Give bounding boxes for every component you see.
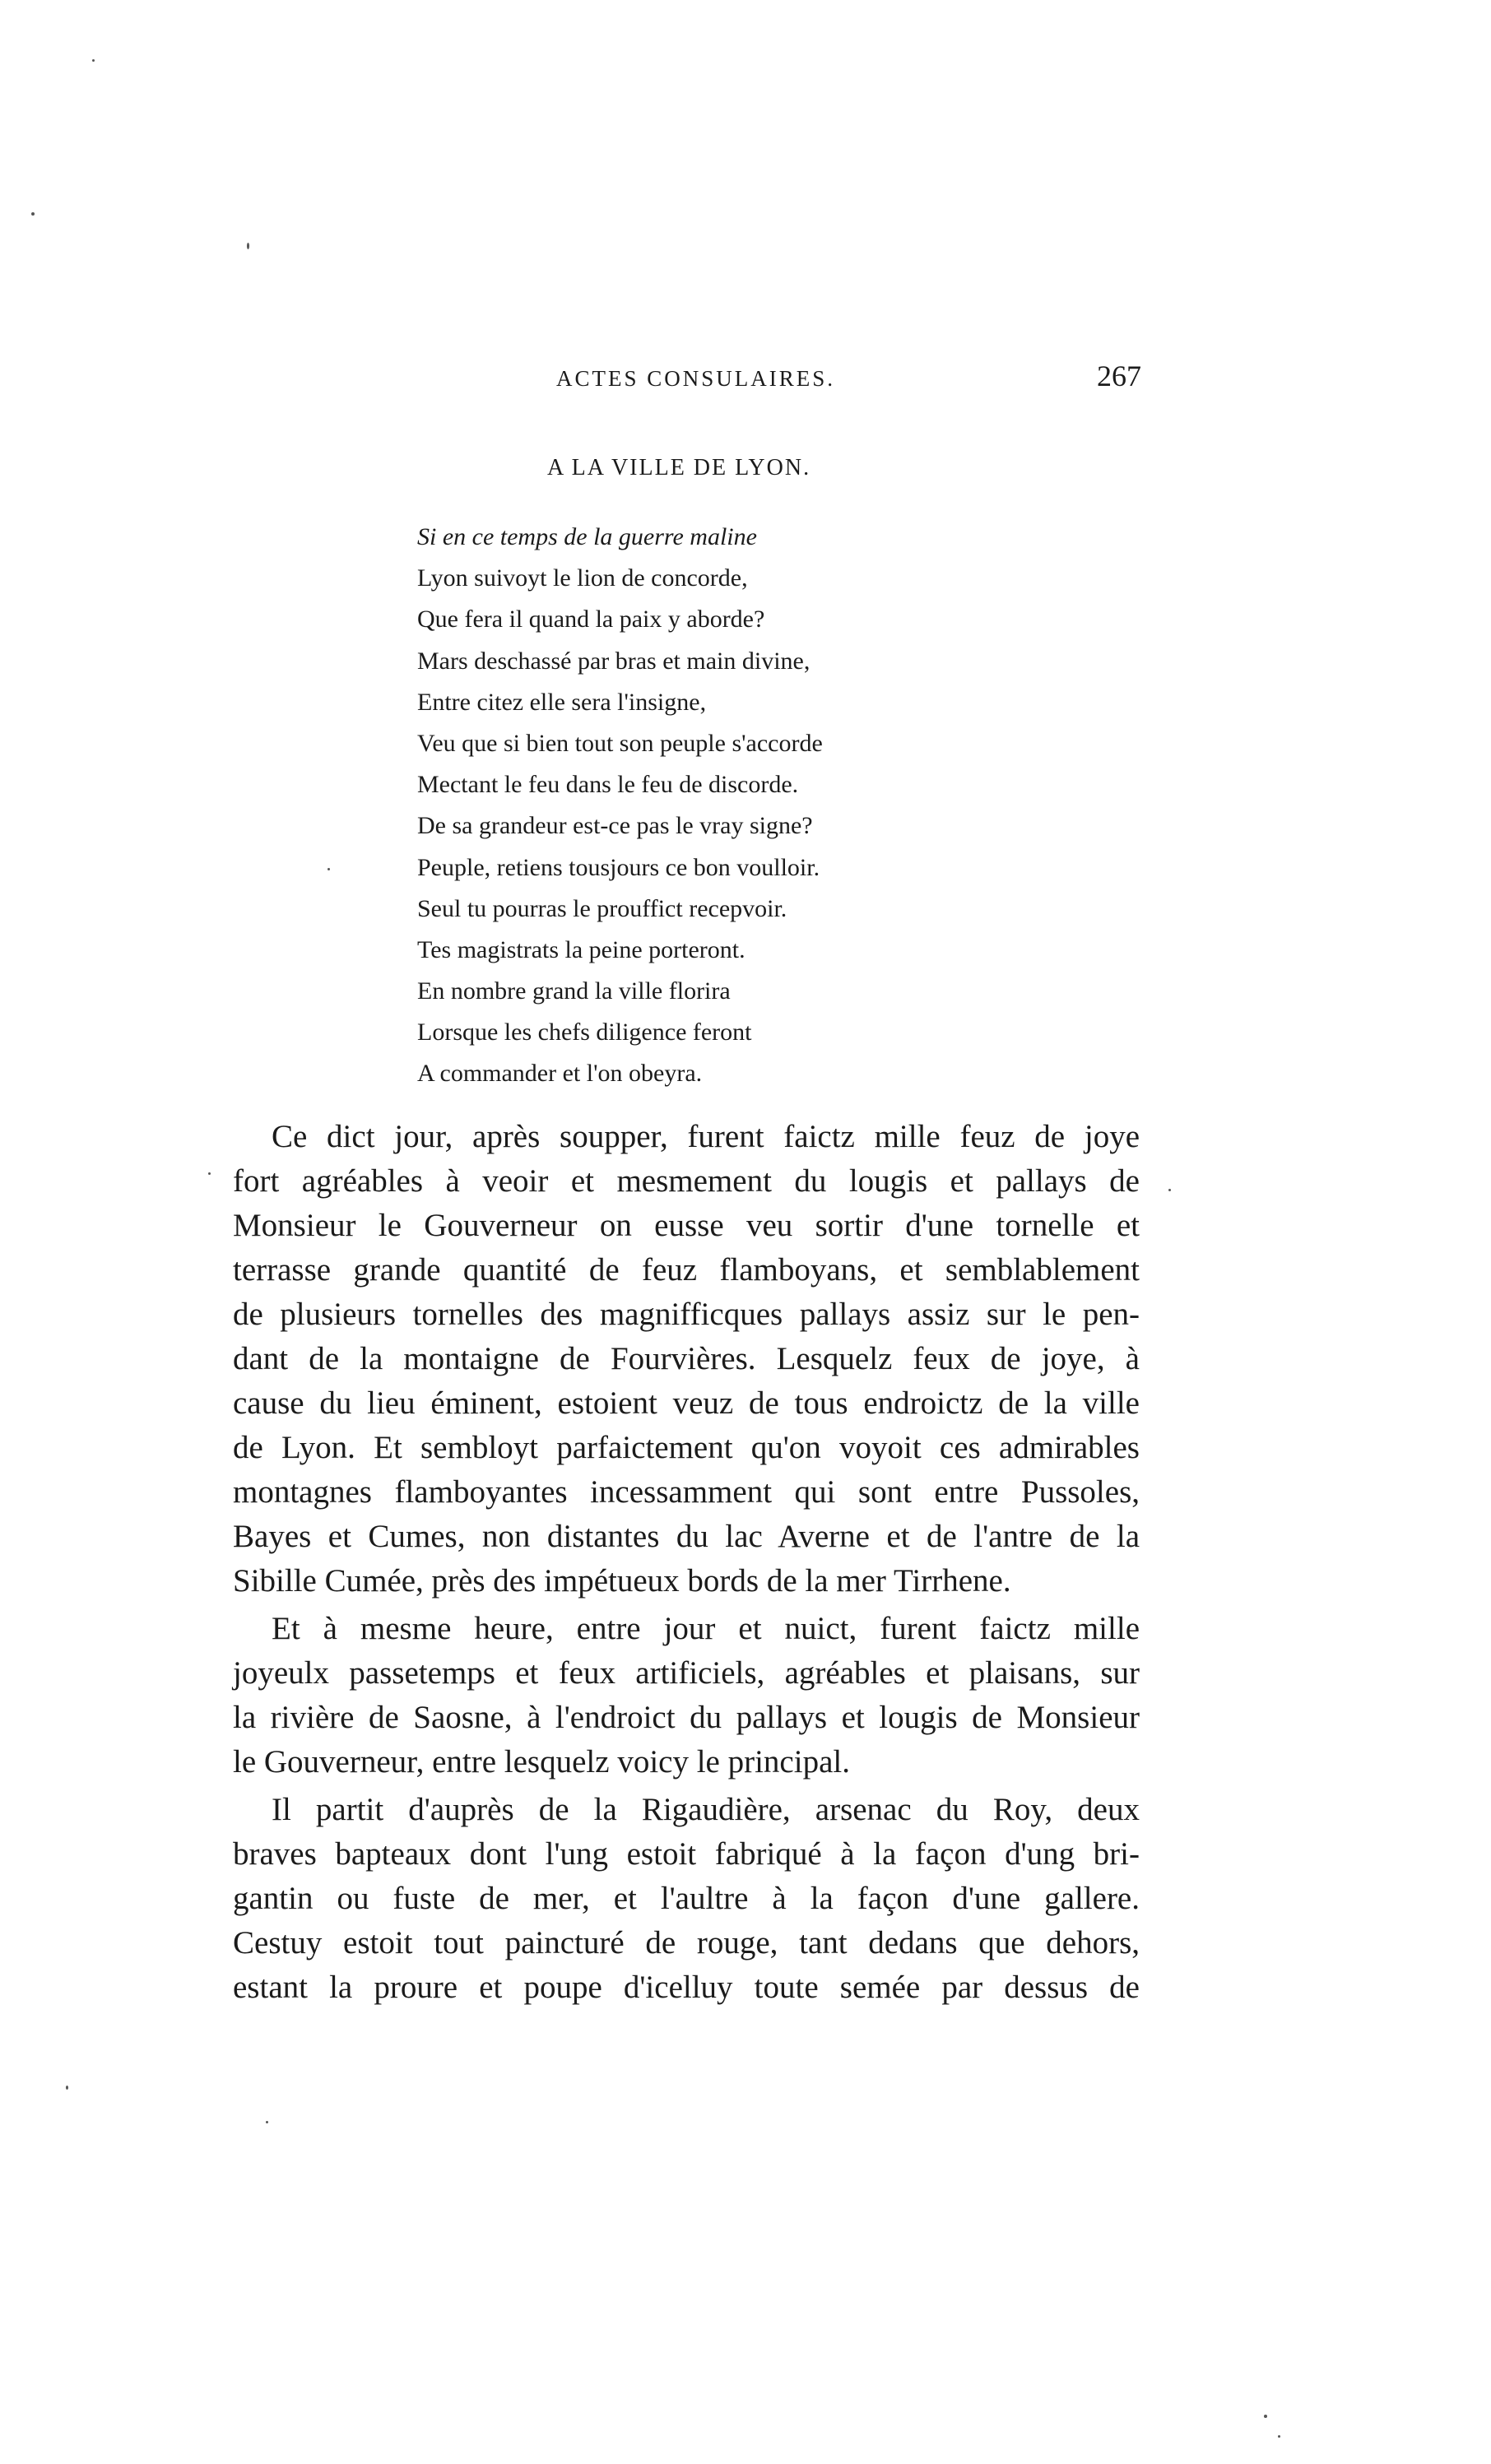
scan-speck [266,2121,268,2123]
prose-line: fort agréables à veoir et mesmement du lougis et pallays de [233,1163,1140,1199]
poem-line: Lyon suivoyt le lion de concorde, [417,564,748,592]
prose-line: de plusieurs tornelles des magnifficques pallays assiz sur le pen- [233,1297,1140,1332]
poem-line: Peuple, retiens tousjours ce bon voulloir. [417,853,820,881]
poem-line: Que fera il quand la paix y aborde? [417,606,765,633]
poem-line: De sa grandeur est-ce pas le vray signe? [417,812,813,840]
poem-line: Mars deschassé par bras et main divine, [417,647,811,675]
poem-line: Si en ce temps de la guerre maline [417,523,757,550]
prose-line: terrasse grande quantité de feuz flamboyans, et semblablement [233,1252,1140,1288]
poem-line: Seul tu pourras le prouffict recepvoir. [417,894,787,922]
poem-title: A LA VILLE DE LYON. [547,455,811,480]
poem-line: En nombre grand la ville florira [417,977,731,1005]
prose-line: joyeulx passetemps et feux artificiels, agréables et plaisans, sur [233,1655,1140,1691]
prose-line: Ce dict jour, après soupper, furent faictz mille feuz de joye [272,1119,1140,1154]
prose-line: estant la proure et poupe d'icelluy toute semée par dessus de [233,1970,1140,2005]
prose-line: gantin ou fuste de mer, et l'aultre à la façon d'une gallere. [233,1881,1140,1916]
prose-line: montagnes flamboyantes incessamment qui sont entre Pussoles, [233,1474,1140,1510]
scan-speck [327,868,330,870]
scan-speck [247,243,249,249]
prose-line: la rivière de Saosne, à l'endroict du pallays et lougis de Monsieur [233,1700,1140,1735]
poem-line: Tes magistrats la peine porteront. [417,935,746,963]
paragraph-2 [233,1607,1140,1784]
scan-speck [208,1172,211,1175]
prose-line: le Gouverneur, entre lesquelz voicy le principal. [233,1744,850,1780]
poem [417,517,1043,1095]
page-number: 267 [1097,360,1141,392]
scan-speck [1278,2435,1280,2438]
prose-line: dant de la montaigne de Fourvières. Lesquelz feux de joye, à [233,1341,1140,1376]
prose-line: Il partit d'auprès de la Rigaudière, arsenac du Roy, deux [272,1792,1140,1827]
poem-line: Mectant le feu dans le feu de discorde. [417,771,799,799]
prose-line: Cestuy estoit tout paincturé de rouge, tant dedans que dehors, [233,1925,1140,1961]
poem-line: A commander et l'on obeyra. [417,1060,703,1088]
prose-line: de Lyon. Et sembloyt parfaictement qu'on voyoit ces admirables [233,1430,1140,1465]
scan-speck [66,2086,68,2090]
prose-line: cause du lieu éminent, estoient veuz de tous endroictz de la ville [233,1385,1140,1421]
poem-line: Lorsque les chefs diligence feront [417,1019,752,1046]
paragraph-1 [233,1115,1140,1603]
scan-speck [92,59,95,62]
prose-body [233,1115,1140,2010]
running-head: ACTES CONSULAIRES. [556,366,836,391]
paragraph-3 [233,1788,1140,2010]
scan-speck [31,212,35,216]
poem-line: Entre citez elle sera l'insigne, [417,688,707,716]
poem-line: Veu que si bien tout son peuple s'accorde [417,729,823,757]
prose-line: braves bapteaux dont l'ung estoit fabriqué à la façon d'ung bri- [233,1836,1140,1872]
prose-line: Bayes et Cumes, non distantes du lac Averne et de l'antre de la [233,1519,1140,1554]
prose-line: Et à mesme heure, entre jour et nuict, furent faictz mille [272,1611,1140,1646]
prose-line: Sibille Cumée, près des impétueux bords de la mer Tirrhene. [233,1563,1011,1599]
scan-speck [1264,2415,1267,2418]
prose-line: Monsieur le Gouverneur on eusse veu sortir d'une tornelle et [233,1208,1140,1243]
scan-speck [1168,1189,1171,1191]
